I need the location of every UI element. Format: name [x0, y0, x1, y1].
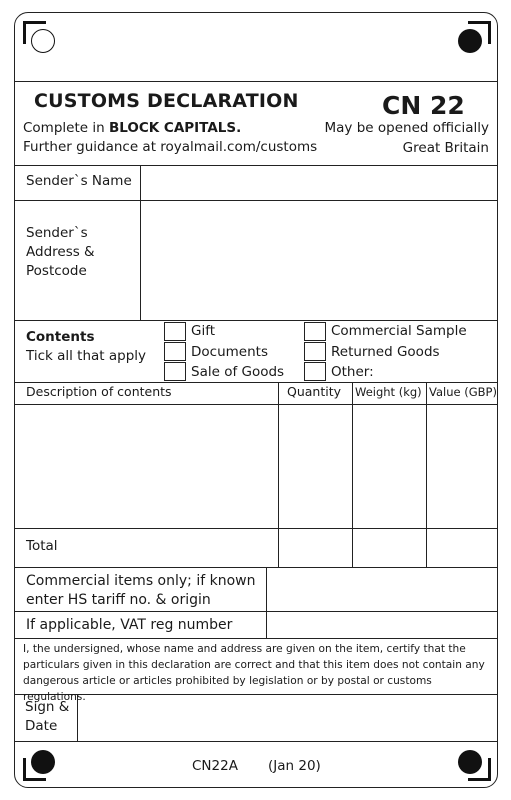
- documents-checkbox[interactable]: [164, 342, 186, 361]
- divider-weight-column: [352, 382, 353, 567]
- divider-sender-column: [140, 165, 141, 320]
- divider-quantity-column: [278, 382, 279, 567]
- documents-label: Documents: [191, 344, 268, 360]
- sender-name-label: Sender`s Name: [26, 173, 132, 189]
- country-text: Great Britain: [402, 140, 489, 156]
- sale-of-goods-label: Sale of Goods: [191, 364, 285, 380]
- divider-sender-address: [14, 320, 498, 321]
- total-quantity-field[interactable]: [280, 530, 350, 565]
- commercial-sample-checkbox[interactable]: [304, 322, 326, 341]
- divider-commercial-column: [266, 567, 267, 638]
- divider-total: [14, 567, 498, 568]
- quantity-column-header: Quantity: [287, 384, 342, 399]
- block-capitals-instruction: Complete in BLOCK CAPITALS.: [23, 120, 242, 136]
- signature-field[interactable]: [79, 696, 496, 739]
- footer-version: (Jan 20): [268, 758, 321, 774]
- sender-address-label-line-2: Address &: [26, 244, 95, 260]
- total-label: Total: [26, 538, 58, 554]
- declaration-text: I, the undersigned, whose name and address are given on the item, certify that the particulars given in this declaration are correct and that this item does not contain any dangerous article or articles prohibited by legislation or by postal or customs regulations.: [23, 643, 485, 703]
- sender-address-field[interactable]: [142, 202, 496, 318]
- other-label: Other:: [331, 364, 374, 380]
- divider-value-column: [426, 382, 427, 567]
- sender-name-field[interactable]: [142, 167, 496, 198]
- sender-address-label-line-3: Postcode: [26, 263, 87, 279]
- weight-field[interactable]: [354, 406, 424, 526]
- divider-commercial: [14, 611, 498, 612]
- divider-vat: [14, 638, 498, 639]
- vat-field[interactable]: [268, 613, 496, 636]
- total-weight-field[interactable]: [354, 530, 424, 565]
- gift-label: Gift: [191, 323, 216, 339]
- filled-circle-icon: [458, 750, 482, 774]
- divider-header-top: [14, 81, 498, 82]
- sign-label-line-1: Sign &: [25, 699, 70, 715]
- divider-signature: [14, 741, 498, 742]
- returned-goods-label: Returned Goods: [331, 344, 440, 360]
- value-field[interactable]: [428, 406, 496, 526]
- guidance-text: Further guidance at royalmail.com/customs: [23, 139, 318, 155]
- footer-form-code: CN22A: [192, 758, 238, 774]
- hollow-circle-icon: [31, 29, 55, 53]
- contents-heading: Contents: [26, 329, 95, 345]
- contents-instruction: Tick all that apply: [26, 348, 147, 364]
- total-value-field[interactable]: [428, 530, 496, 565]
- commercial-sample-label: Commercial Sample: [331, 323, 467, 339]
- divider-header-bottom: [14, 165, 498, 166]
- gift-checkbox[interactable]: [164, 322, 186, 341]
- filled-circle-icon: [458, 29, 482, 53]
- other-checkbox[interactable]: [304, 362, 326, 381]
- hs-tariff-label-line-1: Commercial items only; if known: [26, 573, 256, 589]
- hs-tariff-field[interactable]: [268, 569, 496, 609]
- form-title: CUSTOMS DECLARATION: [34, 90, 299, 112]
- description-column-header: Description of contents: [26, 384, 172, 399]
- returned-goods-checkbox[interactable]: [304, 342, 326, 361]
- filled-circle-icon: [31, 750, 55, 774]
- opened-officially-text: May be opened officially: [324, 120, 489, 136]
- quantity-field[interactable]: [280, 406, 350, 526]
- divider-sender-name: [14, 200, 498, 201]
- value-column-header: Value (GBP): [429, 385, 497, 399]
- description-field[interactable]: [16, 406, 276, 526]
- vat-label: If applicable, VAT reg number: [26, 617, 233, 633]
- sale-of-goods-checkbox[interactable]: [164, 362, 186, 381]
- hs-tariff-label-line-2: enter HS tariff no. & origin: [26, 592, 211, 608]
- form-code: CN 22: [382, 91, 465, 120]
- sign-label-line-2: Date: [25, 718, 58, 734]
- sender-address-label-line-1: Sender`s: [26, 225, 88, 241]
- weight-column-header: Weight (kg): [355, 385, 422, 399]
